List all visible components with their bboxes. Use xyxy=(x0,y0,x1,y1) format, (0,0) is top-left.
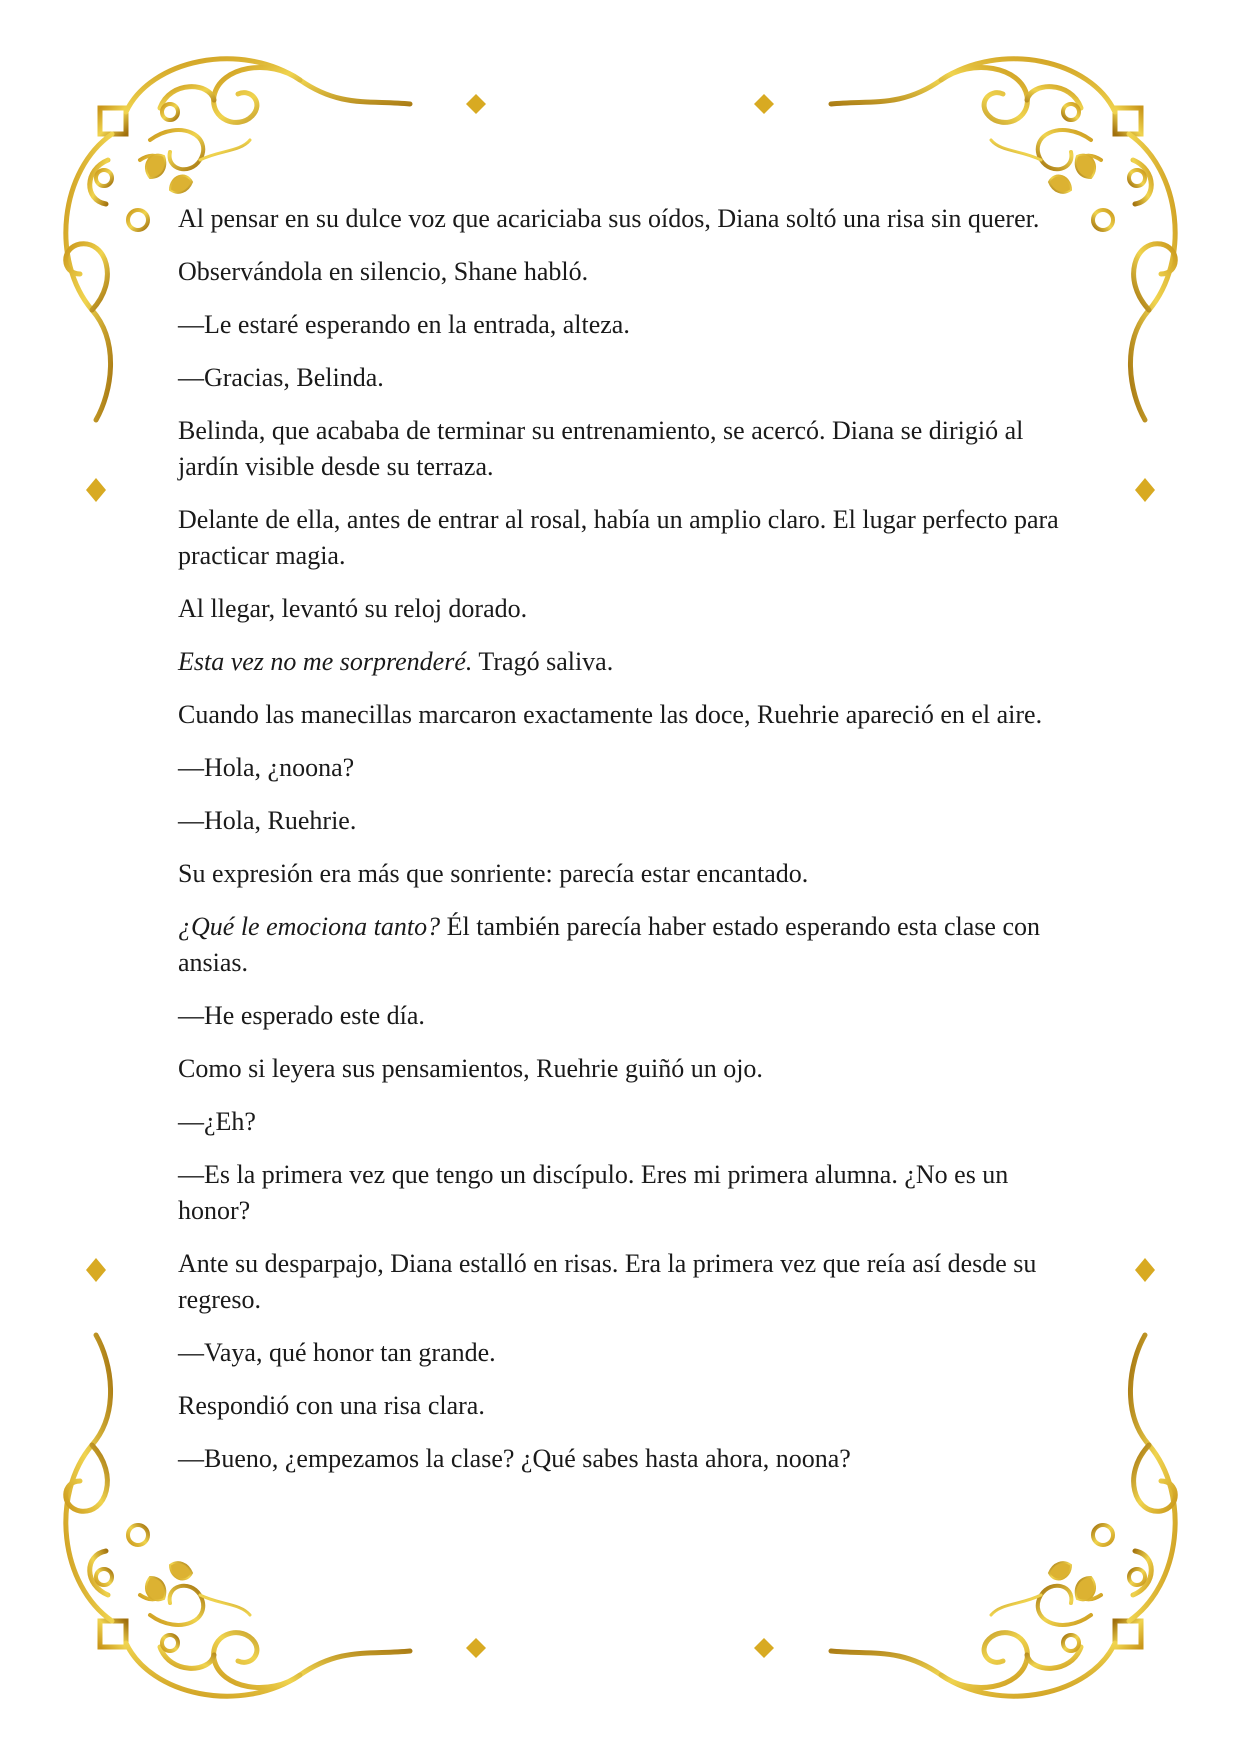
italic-thought: ¿Qué le emociona tanto? xyxy=(178,912,441,941)
paragraph xyxy=(178,1157,1071,1229)
paragraph-text: Cuando las manecillas marcaron exactamente las doce, Ruehrie apareció en el aire. xyxy=(178,700,1043,729)
paragraph xyxy=(178,750,1071,786)
paragraph-text: Respondió con una risa clara. xyxy=(178,1391,485,1420)
paragraph xyxy=(178,502,1071,574)
paragraph xyxy=(178,1051,1071,1087)
paragraph xyxy=(178,803,1071,839)
paragraph xyxy=(178,856,1071,892)
paragraph-text: —Es la primera vez que tengo un discípulo. Eres mi primera alumna. ¿No es un honor? xyxy=(178,1160,1009,1225)
paragraph xyxy=(178,591,1071,627)
paragraph-text: Delante de ella, antes de entrar al rosal, había un amplio claro. El lugar perfecto para practicar magia. xyxy=(178,505,1059,570)
paragraph-text: Ante su desparpajo, Diana estalló en risas. Era la primera vez que reía así desde su regreso. xyxy=(178,1249,1037,1314)
paragraph xyxy=(178,1335,1071,1371)
paragraph xyxy=(178,1441,1071,1477)
paragraph xyxy=(178,254,1071,290)
paragraph-text: —Hola, Ruehrie. xyxy=(178,806,357,835)
paragraph xyxy=(178,360,1071,396)
italic-thought: Esta vez no me sorprenderé. xyxy=(178,647,473,676)
paragraph-text: —He esperado este día. xyxy=(178,1001,425,1030)
story-text xyxy=(178,201,1071,1494)
paragraph xyxy=(178,644,1071,680)
paragraph xyxy=(178,1246,1071,1318)
paragraph-text: Al llegar, levantó su reloj dorado. xyxy=(178,594,528,623)
paragraph-text: —Gracias, Belinda. xyxy=(178,363,384,392)
paragraph-text: Observándola en silencio, Shane habló. xyxy=(178,257,589,286)
paragraph xyxy=(178,1388,1071,1424)
paragraph xyxy=(178,1104,1071,1140)
paragraph-text: —¿Eh? xyxy=(178,1107,256,1136)
paragraph-text: Él también parecía haber estado esperando esta clase con ansias. xyxy=(178,912,1040,977)
paragraph-text: Su expresión era más que sonriente: parecía estar encantado. xyxy=(178,859,809,888)
paragraph-text: —Hola, ¿noona? xyxy=(178,753,355,782)
paragraph xyxy=(178,909,1071,981)
paragraph-text: Como si leyera sus pensamientos, Ruehrie guiñó un ojo. xyxy=(178,1054,763,1083)
paragraph xyxy=(178,201,1071,237)
paragraph xyxy=(178,413,1071,485)
paragraph-text: —Vaya, qué honor tan grande. xyxy=(178,1338,496,1367)
paragraph xyxy=(178,307,1071,343)
paragraph-text: Tragó saliva. xyxy=(472,647,614,676)
paragraph-text: Al pensar en su dulce voz que acariciaba sus oídos, Diana soltó una risa sin querer. xyxy=(178,204,1040,233)
paragraph-text: —Le estaré esperando en la entrada, alteza. xyxy=(178,310,630,339)
paragraph-text: Belinda, que acababa de terminar su entrenamiento, se acercó. Diana se dirigió al jardín visible desde su terraza. xyxy=(178,416,1024,481)
paragraph xyxy=(178,998,1071,1034)
paragraph-text: —Bueno, ¿empezamos la clase? ¿Qué sabes hasta ahora, noona? xyxy=(178,1444,851,1473)
paragraph xyxy=(178,697,1071,733)
